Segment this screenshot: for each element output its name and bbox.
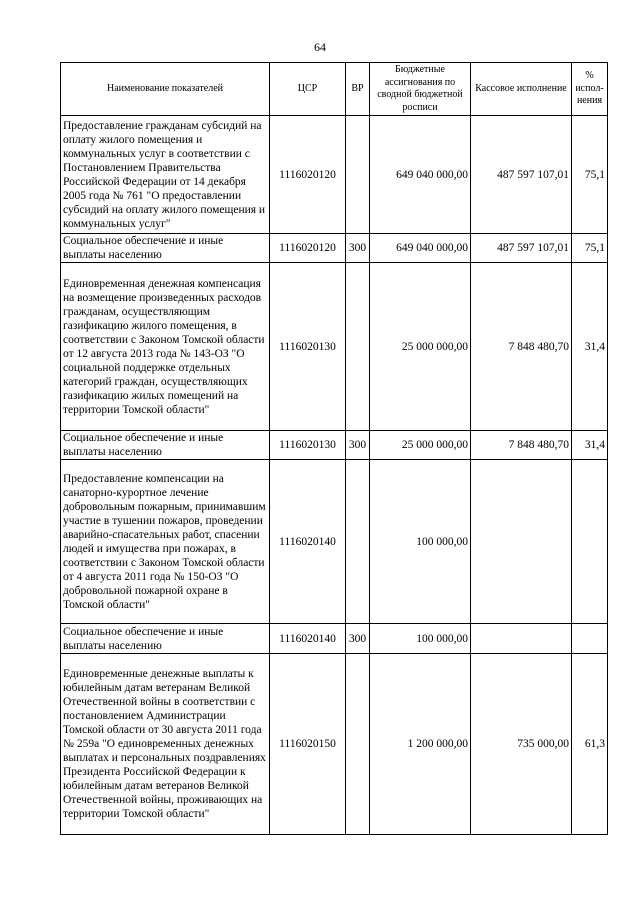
row-percent: 61,3	[572, 654, 608, 835]
budget-execution-table	[60, 62, 608, 835]
row-vr	[346, 460, 370, 624]
row-vr: 300	[346, 431, 370, 460]
row-csr: 1116020130	[270, 263, 346, 431]
row-cash	[471, 460, 572, 624]
header-percent: % испол-нения	[572, 63, 608, 116]
row-budget: 649 040 000,00	[370, 234, 471, 263]
row-percent	[572, 460, 608, 624]
table-row	[61, 263, 608, 431]
page-number: 64	[314, 40, 326, 54]
row-csr: 1116020140	[270, 624, 346, 654]
row-budget: 25 000 000,00	[370, 263, 471, 431]
row-name: Единовременная денежная компенсация на возмещение произведенных расходов гражданам, осуществляющим газификацию жилого помещения, в соответствии с Законом Томской области от 12 августа 2013 года № 143-ОЗ "О социальной поддержке отдельных категорий граждан, осуществляющих газификацию жилых помещений на территории Томской области"	[61, 263, 270, 431]
table-row	[61, 654, 608, 835]
row-csr: 1116020140	[270, 460, 346, 624]
row-percent: 31,4	[572, 431, 608, 460]
row-percent: 75,1	[572, 116, 608, 234]
row-csr: 1116020150	[270, 654, 346, 835]
row-vr: 300	[346, 624, 370, 654]
table-row	[61, 460, 608, 624]
row-name: Предоставление гражданам субсидий на оплату жилого помещения и коммунальных услуг в соответствии с Постановлением Правительства Российской Федерации от 14 декабря 2005 года № 761 "О предоставлении субсидий на оплату жилого помещения и коммунальных услуг"	[61, 116, 270, 234]
row-name: Предоставление компенсации на санаторно-курортное лечение добровольным пожарным, принимавшим участие в тушении пожаров, проведении аварийно-спасательных работ, спасении людей и имущества при пожарах, в соответствии с Законом Томской области от 4 августа 2011 года № 150-ОЗ "О добровольной пожарной охране в Томской области"	[61, 460, 270, 624]
header-name: Наименование показателей	[61, 63, 270, 116]
row-cash	[471, 624, 572, 654]
row-name: Социальное обеспечение и иные выплаты населению	[61, 431, 270, 460]
header-cash: Кассовое исполнение	[471, 63, 572, 116]
row-budget: 25 000 000,00	[370, 431, 471, 460]
row-cash: 7 848 480,70	[471, 431, 572, 460]
row-percent: 75,1	[572, 234, 608, 263]
header-budget: Бюджетные ассигнования по сводной бюджетной росписи	[370, 63, 471, 116]
row-vr: 300	[346, 234, 370, 263]
header-vr: ВР	[346, 63, 370, 116]
row-vr	[346, 116, 370, 234]
row-budget: 100 000,00	[370, 460, 471, 624]
header-csr: ЦСР	[270, 63, 346, 116]
row-budget: 649 040 000,00	[370, 116, 471, 234]
row-budget: 100 000,00	[370, 624, 471, 654]
row-vr	[346, 654, 370, 835]
table-row	[61, 431, 608, 460]
row-name: Социальное обеспечение и иные выплаты населению	[61, 624, 270, 654]
row-vr	[346, 263, 370, 431]
row-cash: 487 597 107,01	[471, 116, 572, 234]
table-row	[61, 624, 608, 654]
table-row	[61, 234, 608, 263]
row-percent	[572, 624, 608, 654]
row-cash: 7 848 480,70	[471, 263, 572, 431]
row-cash: 735 000,00	[471, 654, 572, 835]
row-csr: 1116020120	[270, 234, 346, 263]
row-cash: 487 597 107,01	[471, 234, 572, 263]
row-percent: 31,4	[572, 263, 608, 431]
table-row	[61, 116, 608, 234]
row-csr: 1116020130	[270, 431, 346, 460]
row-csr: 1116020120	[270, 116, 346, 234]
row-budget: 1 200 000,00	[370, 654, 471, 835]
row-name: Социальное обеспечение и иные выплаты населению	[61, 234, 270, 263]
table-header-row	[61, 63, 608, 116]
row-name: Единовременные денежные выплаты к юбилейным датам ветеранам Великой Отечественной войны в соответствии с постановлением Администрации Томской области от 30 августа 2011 года № 259а "О единовременных денежных выплатах и персональных поздравлениях Президента Российской Федерации к юбилейным датам ветеранов Великой Отечественной войны, проживающих на территории Томской области"	[61, 654, 270, 835]
